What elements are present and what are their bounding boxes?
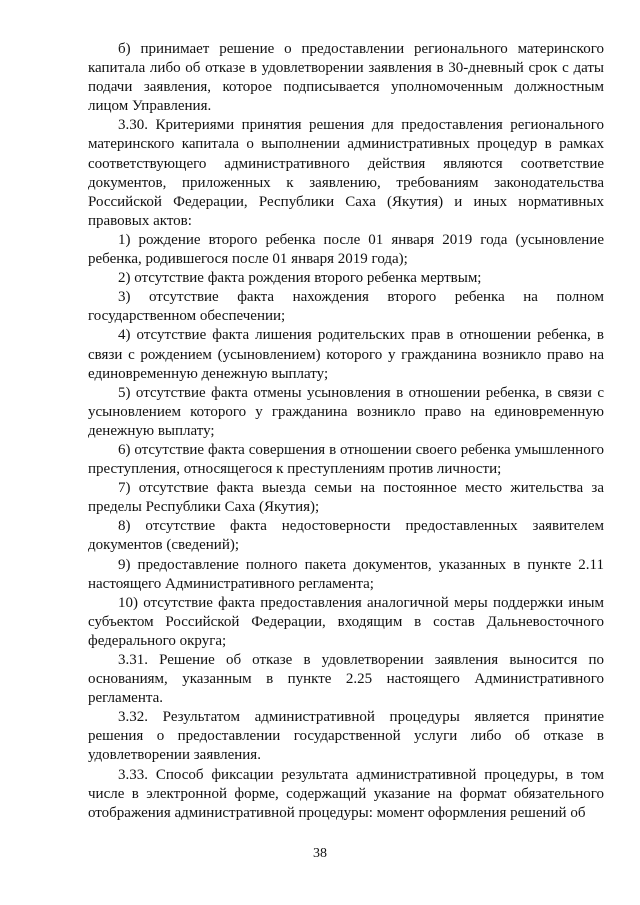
page-number: 38 [313, 846, 327, 861]
paragraph-3-32-result: 3.32. Результатом административной процедуры является принятие решения о предоставлении государственной услуги либо об отказе в удовлетворении заявления. [88, 709, 604, 764]
paragraph-decision-deadline: б) принимает решение о предоставлении регионального материнского капитала либо об отказе в удовлетворении заявления в 30-дневный срок с даты подачи заявления, которое подписывается уполномоченным должностным лицом Управления. [88, 41, 604, 115]
list-item-criterion-9: 9) предоставление полного пакета документов, указанных в пункте 2.11 настоящего Административного регламента; [88, 556, 604, 592]
list-item-criterion-8: 8) отсутствие факта недостоверности предоставленных заявителем документов (сведений); [88, 518, 604, 554]
list-item-criterion-5: 5) отсутствие факта отмены усыновления в отношении ребенка, в связи с усыновлением которого у гражданина возникло право на единовременную денежную выплату; [88, 384, 604, 439]
list-item-criterion-3: 3) отсутствие факта нахождения второго ребенка на полном государственном обеспечении; [88, 289, 604, 325]
list-item-criterion-1: 1) рождение второго ребенка после 01 января 2019 года (усыновление ребенка, родившегося после 01 января 2019 года); [88, 231, 604, 268]
paragraph-3-30-criteria: 3.30. Критериями принятия решения для предоставления регионального материнского капитала о выполнении административных процедур в рамках соответствующего административного действия являются соответствие документов, приложенных к заявлению, требованиям законодательства Российской Федерации, Республики Саха (Якутия) и иных нормативных правовых актов: [88, 117, 604, 229]
list-item-criterion-4: 4) отсутствие факта лишения родительских прав в отношении ребенка, в связи с рождением (усыновлением) которого у гражданина возникло право на единовременную денежную выплату; [88, 327, 604, 382]
list-item-criterion-2: 2) отсутствие факта рождения второго ребенка мертвым; [118, 270, 482, 287]
paragraph-3-33-recording: 3.33. Способ фиксации результата административной процедуры, в том числе в электронной форме, содержащий указание на формат обязательного отображения административной процедуры: момент оформления решений об [88, 766, 604, 821]
document-body [88, 40, 604, 823]
list-item-criterion-6: 6) отсутствие факта совершения в отношении своего ребенка умышленного преступления, относящегося к преступлениям против личности; [88, 441, 604, 478]
list-item-criterion-10: 10) отсутствие факта предоставления аналогичной меры поддержки иным субъектом Российской Федерации, входящим в состав Дальневосточного федерального округа; [88, 594, 604, 649]
list-item-criterion-7: 7) отсутствие факта выезда семьи на постоянное место жительства за пределы Республики Саха (Якутия); [88, 480, 604, 516]
paragraph-3-31-refusal: 3.31. Решение об отказе в удовлетворении заявления выносится по основаниям, указанным в пункте 2.25 настоящего Административного регламента. [88, 652, 604, 707]
